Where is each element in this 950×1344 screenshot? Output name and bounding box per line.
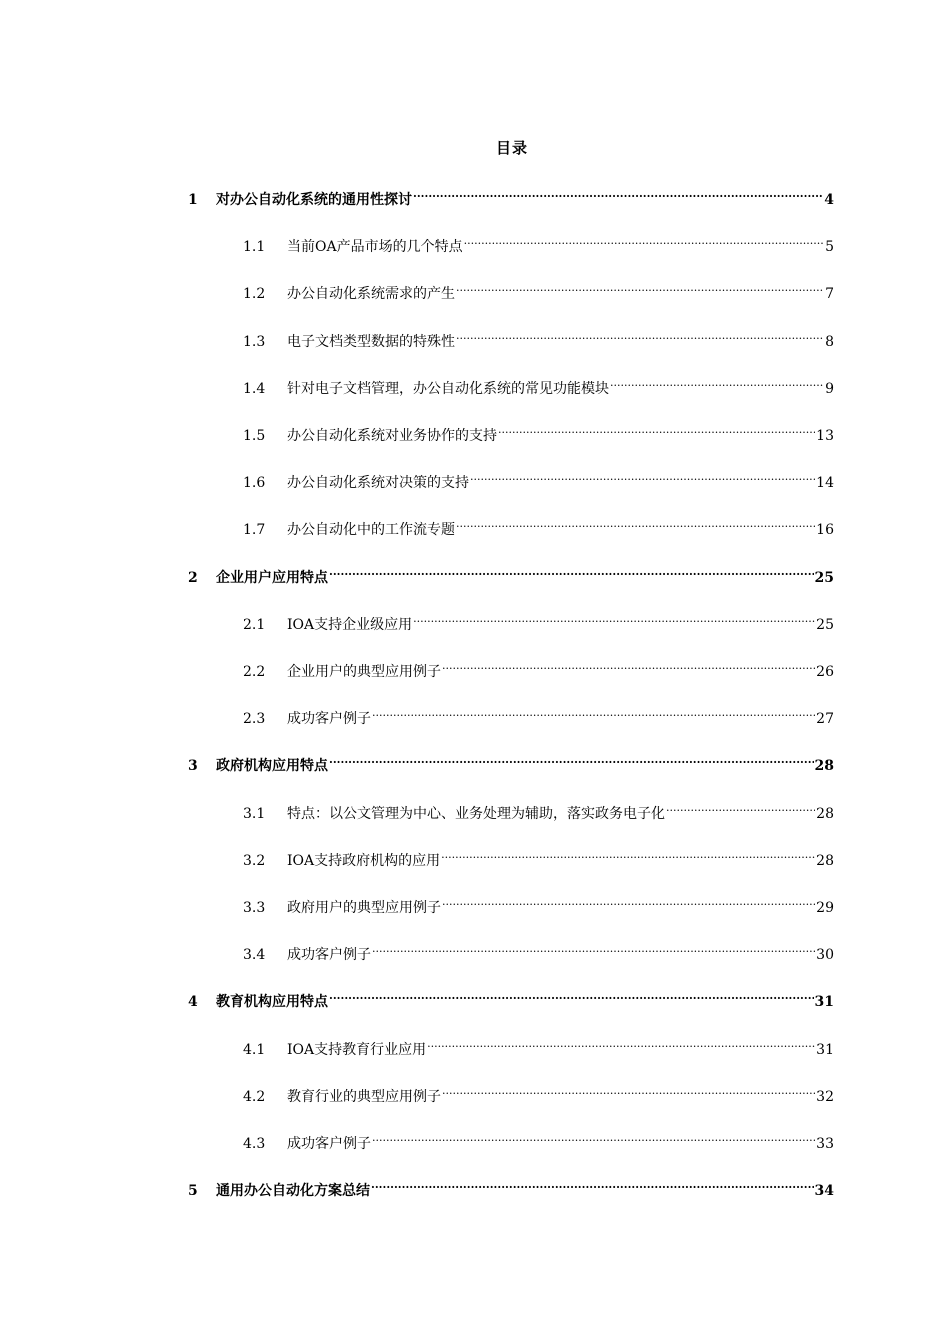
toc-dot-leader (329, 746, 814, 770)
toc-dot-leader (456, 274, 824, 298)
toc-entry-number: 1.1 (243, 239, 266, 256)
toc-entry-title: IOA支持政府机构的应用 (287, 852, 441, 869)
toc-entry[interactable] (188, 558, 834, 586)
toc-dot-leader (372, 1124, 815, 1148)
toc-entry[interactable] (188, 1171, 834, 1200)
toc-entry[interactable] (243, 794, 834, 822)
toc-entry[interactable] (243, 274, 834, 303)
toc-entry-title: 企业用户的典型应用例子 (287, 664, 441, 680)
toc-entry-page-number: 13 (816, 428, 834, 444)
toc-entry-number: 3.1 (243, 805, 266, 822)
toc-entry-page-number: 28 (814, 758, 834, 775)
toc-entry[interactable] (243, 322, 834, 350)
toc-entry-number: 2.3 (243, 711, 266, 728)
toc-entry-title: 办公自动化系统对业务协作的支持 (287, 428, 497, 444)
toc-entry-title: 教育行业的典型应用例子 (287, 1088, 441, 1105)
toc-entry-title: 企业用户应用特点 (216, 569, 328, 586)
toc-entry-page-number: 31 (816, 1041, 834, 1058)
toc-entry-page-number: 34 (814, 1183, 834, 1200)
toc-entry[interactable] (243, 1077, 834, 1105)
toc-entry-page-number: 7 (825, 286, 834, 303)
toc-entry-title: 办公自动化中的工作流专题 (287, 522, 455, 539)
toc-entry-number: 3 (188, 758, 198, 775)
toc-entry-number: 2.2 (243, 664, 266, 680)
toc-entry-number: 4.2 (243, 1088, 266, 1105)
toc-title: 目录 (495, 139, 528, 157)
toc-entry-number: 1.2 (243, 286, 266, 303)
toc-entry-number: 4.3 (243, 1136, 266, 1152)
toc-dot-leader (413, 605, 815, 629)
toc-entry-title: 成功客户例子 (287, 947, 371, 964)
toc-entry-number: 5 (188, 1183, 198, 1200)
toc-entry-title: 针对电子文档管理，办公自动化系统的常见功能模块 (287, 380, 609, 397)
toc-dot-leader (371, 1171, 814, 1195)
toc-dot-leader (442, 888, 815, 912)
toc-entry-number: 1.5 (243, 428, 266, 444)
toc-dot-leader (456, 322, 824, 346)
toc-entry[interactable] (243, 841, 834, 869)
toc-entry-title: 特点：以公文管理为中心、业务处理为辅助，落实政务电子化 (287, 805, 665, 822)
toc-entry[interactable] (243, 510, 834, 539)
toc-entry-page-number: 16 (816, 522, 834, 539)
toc-entry[interactable] (243, 699, 834, 728)
toc-entry-number: 3.4 (243, 947, 266, 964)
toc-entry-number: 1.6 (243, 475, 266, 492)
toc-entry-title: 办公自动化系统需求的产生 (287, 286, 455, 303)
toc-dot-leader (442, 652, 815, 676)
toc-entry[interactable] (188, 746, 834, 775)
toc-dot-leader (498, 416, 815, 440)
toc-dot-leader (441, 841, 815, 865)
toc-dot-leader (666, 794, 815, 818)
toc-dot-leader (427, 1030, 815, 1054)
toc-entry-title: 办公自动化系统对决策的支持 (287, 475, 469, 492)
toc-dot-leader (464, 227, 824, 251)
toc-entry[interactable] (243, 227, 834, 256)
toc-dot-leader (372, 935, 815, 959)
toc-entry-page-number: 8 (825, 333, 834, 350)
toc-dot-leader (329, 982, 814, 1006)
toc-entry-page-number: 28 (816, 805, 834, 822)
toc-dot-leader (329, 558, 814, 582)
toc-entry-title: 成功客户例子 (287, 1136, 371, 1152)
toc-entry-title: 教育机构应用特点 (216, 994, 328, 1011)
toc-entry-page-number: 4 (824, 192, 834, 208)
toc-entry-page-number: 29 (816, 900, 834, 916)
toc-entry-title: IOA支持教育行业应用 (287, 1041, 427, 1058)
toc-entry-page-number: 25 (816, 616, 834, 633)
toc-entry[interactable] (188, 180, 834, 208)
toc-entry-title: 对办公自动化系统的通用性探讨 (216, 192, 412, 208)
toc-entry-number: 1.7 (243, 522, 266, 539)
toc-dot-leader (413, 180, 823, 204)
toc-entry-title: 政府机构应用特点 (216, 758, 328, 775)
toc-entry[interactable] (243, 463, 834, 492)
toc-entry-number: 3.2 (243, 852, 266, 869)
toc-entry-page-number: 30 (816, 947, 834, 964)
toc-entry-number: 4.1 (243, 1041, 266, 1058)
toc-entry-page-number: 26 (816, 664, 834, 680)
toc-entry[interactable] (243, 1124, 834, 1152)
toc-entry-page-number: 9 (825, 380, 834, 397)
toc-entry-number: 2.1 (243, 616, 266, 633)
toc-entry-page-number: 5 (825, 239, 834, 256)
toc-entry-number: 2 (188, 569, 198, 586)
toc-entry-title: 成功客户例子 (287, 711, 371, 728)
toc-entry-page-number: 31 (814, 994, 834, 1011)
toc-entry-number: 3.3 (243, 900, 266, 916)
toc-dot-leader (470, 463, 815, 487)
toc-entry[interactable] (243, 1030, 834, 1058)
toc-entry-number: 4 (188, 994, 198, 1011)
toc-dot-leader (442, 1077, 815, 1101)
toc-entry-number: 1.4 (243, 380, 266, 397)
toc-dot-leader (372, 699, 815, 723)
toc-entry[interactable] (243, 369, 834, 397)
toc-entry-page-number: 32 (816, 1088, 834, 1105)
toc-entry-page-number: 27 (816, 711, 834, 728)
toc-entry-title: 当前OA产品市场的几个特点 (287, 239, 463, 256)
toc-entry-title: 电子文档类型数据的特殊性 (287, 333, 455, 350)
toc-entry-number: 1.3 (243, 333, 266, 350)
toc-entry[interactable] (243, 652, 834, 680)
toc-entry-page-number: 14 (816, 475, 834, 492)
toc-entry[interactable] (188, 982, 834, 1011)
toc-entry-page-number: 33 (816, 1136, 834, 1152)
toc-entry[interactable] (243, 605, 834, 633)
toc-entry-number: 1 (188, 192, 198, 208)
toc-entry[interactable] (243, 888, 834, 916)
toc-entry[interactable] (243, 416, 834, 444)
toc-entry-page-number: 28 (816, 852, 834, 869)
toc-dot-leader (456, 510, 815, 534)
toc-entry-page-number: 25 (814, 569, 834, 586)
toc-entry[interactable] (243, 935, 834, 964)
toc-dot-leader (610, 369, 824, 393)
toc-entry-title: IOA支持企业级应用 (287, 616, 413, 633)
toc-entry-title: 通用办公自动化方案总结 (216, 1183, 370, 1200)
toc-entry-title: 政府用户的典型应用例子 (287, 900, 441, 916)
